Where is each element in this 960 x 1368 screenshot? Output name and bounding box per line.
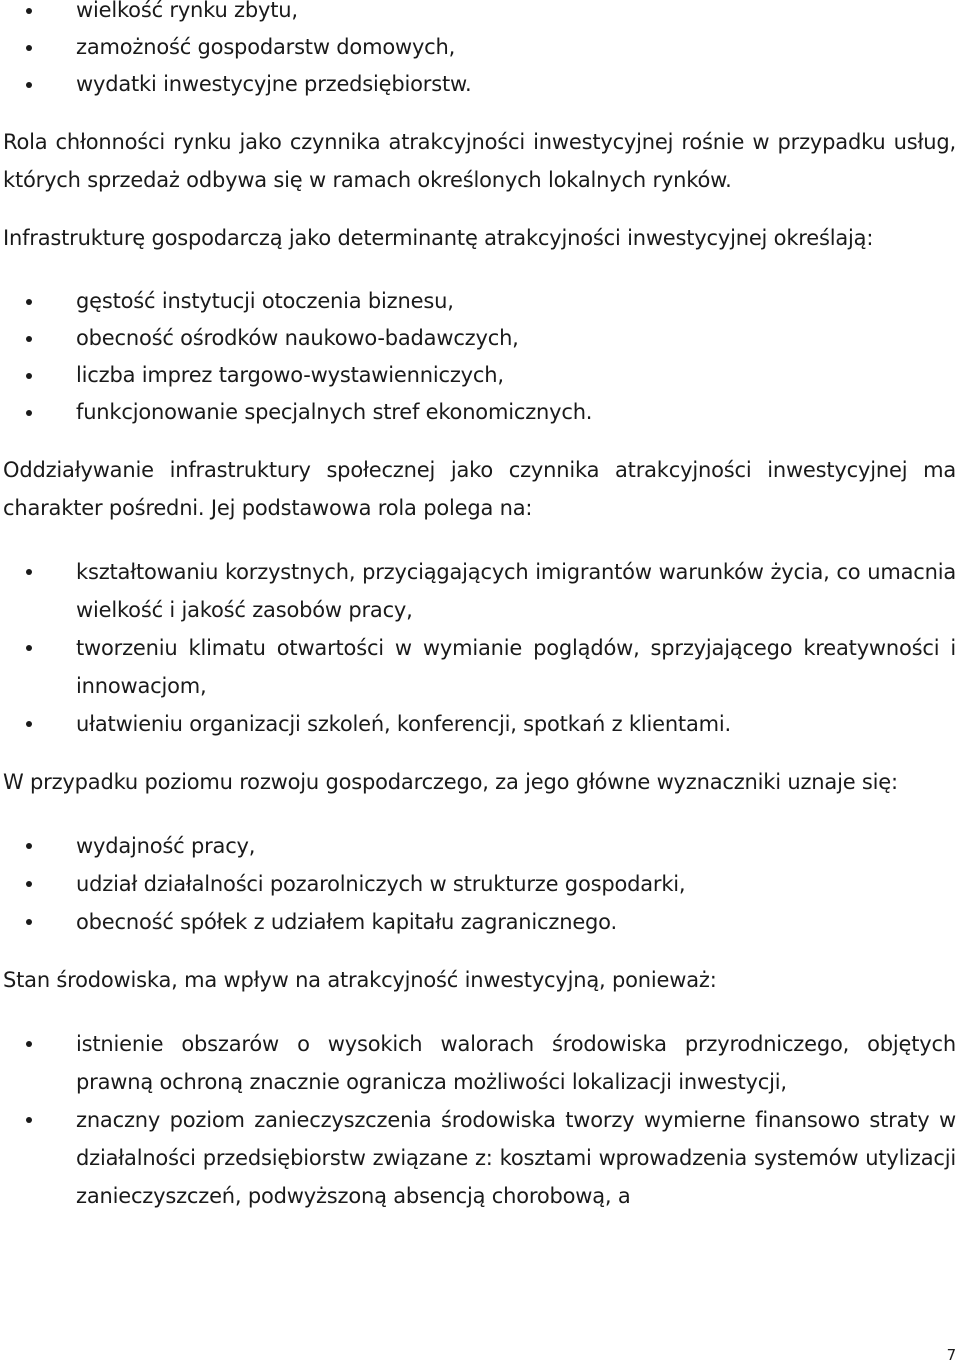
list-item: kształtowaniu korzystnych, przyciągających imigrantów warunków życia, co umacnia wielkość i jakość zasobów pracy,: [3, 553, 956, 629]
paragraph-market-absorption: Rola chłonności rynku jako czynnika atrakcyjności inwestycyjnej rośnie w przypadku usług, których sprzedaż odbywa się w ramach określonych lokalnych rynków.: [3, 130, 956, 192]
list-item: znaczny poziom zanieczyszczenia środowiska tworzy wymierne finansowo straty w działalności przedsiębiorstw związane z: kosztami wprowadzenia systemów utylizacji zanieczyszczeń, podwyższoną absencją chorobową, a: [3, 1101, 956, 1215]
economic-development-list: [3, 827, 956, 941]
list-item: obecność ośrodków naukowo-badawczych,: [3, 320, 956, 357]
paragraph-social-infrastructure: Oddziaływanie infrastruktury społecznej jako czynnika atrakcyjności inwestycyjnej ma charakter pośredni. Jej podstawowa rola polega na:: [3, 458, 956, 520]
list-item: liczba imprez targowo-wystawienniczych,: [3, 357, 956, 394]
list-item: zamożność gospodarstw domowych,: [3, 29, 956, 66]
list-item: funkcjonowanie specjalnych stref ekonomicznych.: [3, 394, 956, 431]
list-item: wielkość rynku zbytu,: [3, 0, 956, 29]
list-item: ułatwieniu organizacji szkoleń, konferencji, spotkań z klientami.: [3, 705, 956, 743]
list-item: gęstość instytucji otoczenia biznesu,: [3, 283, 956, 320]
paragraph-economic-infrastructure: Infrastrukturę gospodarczą jako determinantę atrakcyjności inwestycyjnej określają:: [3, 226, 874, 250]
economic-infrastructure-list: [3, 283, 956, 431]
document-page: [3, 0, 956, 1215]
page-number: 7: [946, 1346, 956, 1364]
paragraph-environment: Stan środowiska, ma wpływ na atrakcyjność inwestycyjną, ponieważ:: [3, 968, 717, 992]
list-item: wydatki inwestycyjne przedsiębiorstw.: [3, 66, 956, 103]
paragraph-economic-development: W przypadku poziomu rozwoju gospodarczego, za jego główne wyznaczniki uznaje się:: [3, 770, 898, 794]
market-factors-list: [3, 0, 956, 103]
list-item: wydajność pracy,: [3, 827, 956, 865]
list-item: obecność spółek z udziałem kapitału zagranicznego.: [3, 903, 956, 941]
social-infrastructure-list: [3, 553, 956, 743]
environment-list: [3, 1025, 956, 1215]
list-item: tworzeniu klimatu otwartości w wymianie poglądów, sprzyjającego kreatywności i innowacjom,: [3, 629, 956, 705]
list-item: istnienie obszarów o wysokich walorach środowiska przyrodniczego, objętych prawną ochroną znacznie ogranicza możliwości lokalizacji inwestycji,: [3, 1025, 956, 1101]
list-item: udział działalności pozarolniczych w strukturze gospodarki,: [3, 865, 956, 903]
